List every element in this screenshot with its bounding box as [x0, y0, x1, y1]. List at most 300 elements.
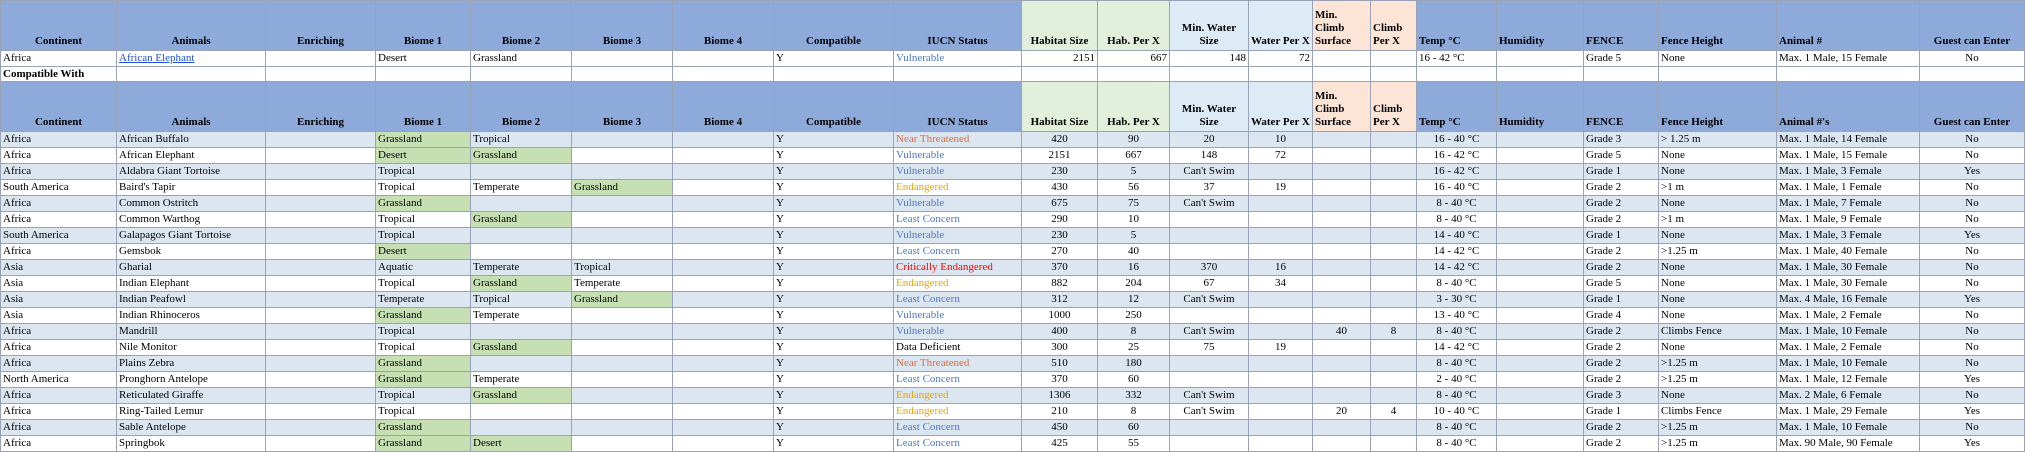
climb-per-x-cell[interactable] [1371, 228, 1417, 244]
fence-cell[interactable]: Grade 2 [1584, 196, 1659, 212]
biome1-cell[interactable]: Tropical [376, 388, 471, 404]
water-per-x-cell[interactable] [1249, 372, 1313, 388]
climb-per-x-cell[interactable] [1371, 132, 1417, 148]
biome3-cell[interactable] [572, 404, 673, 420]
continent-cell[interactable]: Asia [1, 292, 117, 308]
continent-cell[interactable]: Africa [1, 388, 117, 404]
fence-cell[interactable]: Grade 3 [1584, 132, 1659, 148]
animal-count-cell[interactable]: Max. 1 Male, 30 Female [1777, 276, 1920, 292]
fence-height-cell[interactable]: >1 m [1659, 180, 1777, 196]
hab-per-x-cell[interactable]: 60 [1098, 420, 1170, 436]
animal-cell[interactable]: Indian Peafowl [117, 292, 266, 308]
empty-cell[interactable] [376, 67, 471, 82]
temp-cell[interactable]: 13 - 40 °C [1417, 308, 1497, 324]
continent-cell[interactable]: Asia [1, 276, 117, 292]
climb-cell[interactable] [1313, 244, 1371, 260]
guest-cell[interactable]: No [1920, 244, 2025, 260]
animal-cell[interactable]: African Elephant [117, 148, 266, 164]
empty-cell[interactable] [1098, 67, 1170, 82]
humidity-cell[interactable] [1497, 340, 1584, 356]
biome2-cell[interactable] [471, 404, 572, 420]
animal-cell[interactable]: Gharial [117, 260, 266, 276]
climb-cell[interactable] [1313, 51, 1371, 67]
enriching-cell[interactable] [266, 51, 376, 67]
biome1-cell[interactable]: Desert [376, 51, 471, 67]
header-cell[interactable]: Habitat Size [1022, 82, 1098, 132]
climb-per-x-cell[interactable] [1371, 292, 1417, 308]
climb-cell[interactable] [1313, 372, 1371, 388]
continent-cell[interactable]: Africa [1, 420, 117, 436]
biome3-cell[interactable]: Tropical [572, 260, 673, 276]
continent-cell[interactable]: Africa [1, 164, 117, 180]
fence-cell[interactable]: Grade 1 [1584, 228, 1659, 244]
temp-cell[interactable]: 16 - 42 °C [1417, 51, 1497, 67]
humidity-cell[interactable] [1497, 148, 1584, 164]
biome2-cell[interactable]: Temperate [471, 260, 572, 276]
biome1-cell[interactable]: Grassland [376, 132, 471, 148]
biome2-cell[interactable]: Grassland [471, 340, 572, 356]
climb-cell[interactable] [1313, 340, 1371, 356]
compatible-cell[interactable]: Y [774, 292, 894, 308]
habitat-cell[interactable]: 420 [1022, 132, 1098, 148]
guest-cell[interactable]: Yes [1920, 436, 2025, 452]
enriching-cell[interactable] [266, 228, 376, 244]
climb-per-x-cell[interactable] [1371, 308, 1417, 324]
hab-per-x-cell[interactable]: 5 [1098, 164, 1170, 180]
biome2-cell[interactable]: Desert [471, 436, 572, 452]
status-cell[interactable] [894, 436, 1022, 452]
header-cell[interactable]: Climb Per X [1371, 1, 1417, 51]
header-cell[interactable]: Climb Per X [1371, 82, 1417, 132]
hab-per-x-cell[interactable]: 250 [1098, 308, 1170, 324]
biome1-cell[interactable]: Grassland [376, 196, 471, 212]
water-per-x-cell[interactable] [1249, 164, 1313, 180]
enriching-cell[interactable] [266, 180, 376, 196]
compatible-cell[interactable]: Y [774, 260, 894, 276]
fence-height-cell[interactable]: None [1659, 308, 1777, 324]
animal-cell[interactable]: Common Warthog [117, 212, 266, 228]
water-cell[interactable] [1170, 228, 1249, 244]
water-per-x-cell[interactable]: 72 [1249, 51, 1313, 67]
habitat-cell[interactable]: 290 [1022, 212, 1098, 228]
compatible-cell[interactable]: Y [774, 420, 894, 436]
header-cell[interactable]: Biome 1 [376, 82, 471, 132]
water-cell[interactable]: 148 [1170, 51, 1249, 67]
guest-cell[interactable]: No [1920, 132, 2025, 148]
guest-cell[interactable]: No [1920, 51, 2025, 67]
header-cell[interactable]: Enriching [266, 1, 376, 51]
continent-cell[interactable]: Africa [1, 356, 117, 372]
guest-cell[interactable]: No [1920, 260, 2025, 276]
fence-height-cell[interactable]: > 1.25 m [1659, 132, 1777, 148]
hab-per-x-cell[interactable]: 667 [1098, 148, 1170, 164]
climb-per-x-cell[interactable] [1371, 164, 1417, 180]
header-cell[interactable]: Guest can Enter [1920, 82, 2025, 132]
temp-cell[interactable]: 8 - 40 °C [1417, 388, 1497, 404]
hab-per-x-cell[interactable]: 56 [1098, 180, 1170, 196]
biome3-cell[interactable] [572, 148, 673, 164]
animal-cell[interactable]: Mandrill [117, 324, 266, 340]
biome3-cell[interactable] [572, 164, 673, 180]
biome1-cell[interactable]: Grassland [376, 372, 471, 388]
temp-cell[interactable]: 8 - 40 °C [1417, 324, 1497, 340]
biome4-cell[interactable] [673, 436, 774, 452]
animal-count-cell[interactable]: Max. 2 Male, 6 Female [1777, 388, 1920, 404]
empty-cell[interactable] [1777, 67, 1920, 82]
habitat-cell[interactable]: 312 [1022, 292, 1098, 308]
biome2-cell[interactable] [471, 196, 572, 212]
climb-per-x-cell[interactable] [1371, 356, 1417, 372]
biome3-cell[interactable]: Temperate [572, 276, 673, 292]
enriching-cell[interactable] [266, 292, 376, 308]
enriching-cell[interactable] [266, 244, 376, 260]
compatible-cell[interactable]: Y [774, 132, 894, 148]
animal-count-cell[interactable]: Max. 1 Male, 2 Female [1777, 308, 1920, 324]
compatible-cell[interactable]: Y [774, 372, 894, 388]
continent-cell[interactable]: Africa [1, 132, 117, 148]
header-cell[interactable]: Animal # [1777, 1, 1920, 51]
biome4-cell[interactable] [673, 276, 774, 292]
fence-cell[interactable]: Grade 5 [1584, 276, 1659, 292]
fence-height-cell[interactable]: >1.25 m [1659, 372, 1777, 388]
biome1-cell[interactable]: Aquatic [376, 260, 471, 276]
climb-per-x-cell[interactable] [1371, 212, 1417, 228]
animal-cell[interactable]: Aldabra Giant Tortoise [117, 164, 266, 180]
animal-hyperlink[interactable]: African Elephant [119, 52, 195, 64]
hab-per-x-cell[interactable]: 55 [1098, 436, 1170, 452]
climb-per-x-cell[interactable] [1371, 244, 1417, 260]
fence-cell[interactable]: Grade 2 [1584, 180, 1659, 196]
hab-per-x-cell[interactable]: 8 [1098, 324, 1170, 340]
water-cell[interactable] [1170, 244, 1249, 260]
guest-cell[interactable]: No [1920, 180, 2025, 196]
continent-cell[interactable]: Africa [1, 244, 117, 260]
animal-cell[interactable]: Reticulated Giraffe [117, 388, 266, 404]
biome1-cell[interactable]: Tropical [376, 324, 471, 340]
header-cell[interactable]: IUCN Status [894, 1, 1022, 51]
compatible-cell[interactable]: Y [774, 164, 894, 180]
header-cell[interactable]: Animals [117, 82, 266, 132]
temp-cell[interactable]: 14 - 40 °C [1417, 228, 1497, 244]
continent-cell[interactable]: Africa [1, 196, 117, 212]
fence-cell[interactable]: Grade 2 [1584, 324, 1659, 340]
water-per-x-cell[interactable]: 19 [1249, 340, 1313, 356]
water-per-x-cell[interactable] [1249, 356, 1313, 372]
fence-height-cell[interactable]: None [1659, 340, 1777, 356]
status-cell[interactable] [894, 196, 1022, 212]
biome2-cell[interactable]: Grassland [471, 276, 572, 292]
biome1-cell[interactable]: Desert [376, 148, 471, 164]
water-cell[interactable] [1170, 308, 1249, 324]
animal-cell[interactable]: Common Ostritch [117, 196, 266, 212]
empty-cell[interactable] [774, 67, 894, 82]
hab-per-x-cell[interactable]: 16 [1098, 260, 1170, 276]
animal-count-cell[interactable]: Max. 1 Male, 10 Female [1777, 420, 1920, 436]
fence-height-cell[interactable]: Climbs Fence [1659, 324, 1777, 340]
animal-count-cell[interactable]: Max. 1 Male, 2 Female [1777, 340, 1920, 356]
temp-cell[interactable]: 16 - 42 °C [1417, 164, 1497, 180]
guest-cell[interactable]: Yes [1920, 228, 2025, 244]
enriching-cell[interactable] [266, 260, 376, 276]
climb-per-x-cell[interactable] [1371, 436, 1417, 452]
biome3-cell[interactable] [572, 51, 673, 67]
biome4-cell[interactable] [673, 420, 774, 436]
biome3-cell[interactable] [572, 324, 673, 340]
habitat-cell[interactable]: 1306 [1022, 388, 1098, 404]
fence-cell[interactable]: Grade 2 [1584, 260, 1659, 276]
animal-cell[interactable]: Sable Antelope [117, 420, 266, 436]
humidity-cell[interactable] [1497, 324, 1584, 340]
fence-cell[interactable]: Grade 1 [1584, 164, 1659, 180]
empty-cell[interactable] [1417, 67, 1497, 82]
compatible-cell[interactable]: Y [774, 340, 894, 356]
compatible-with-fill[interactable] [117, 67, 266, 82]
header-cell[interactable]: Fence Height [1659, 82, 1777, 132]
fence-cell[interactable]: Grade 2 [1584, 212, 1659, 228]
header-cell[interactable]: Humidity [1497, 1, 1584, 51]
fence-height-cell[interactable]: None [1659, 196, 1777, 212]
biome3-cell[interactable]: Grassland [572, 292, 673, 308]
animal-cell[interactable]: Indian Rhinoceros [117, 308, 266, 324]
water-per-x-cell[interactable] [1249, 388, 1313, 404]
water-per-x-cell[interactable] [1249, 292, 1313, 308]
biome4-cell[interactable] [673, 148, 774, 164]
hab-per-x-cell[interactable]: 40 [1098, 244, 1170, 260]
continent-cell[interactable]: Africa [1, 324, 117, 340]
fence-cell[interactable]: Grade 5 [1584, 51, 1659, 67]
continent-cell[interactable]: Africa [1, 404, 117, 420]
water-cell[interactable]: Can't Swim [1170, 196, 1249, 212]
status-cell[interactable] [894, 132, 1022, 148]
biome4-cell[interactable] [673, 340, 774, 356]
biome3-cell[interactable] [572, 420, 673, 436]
compatible-cell[interactable]: Y [774, 324, 894, 340]
compatible-cell[interactable]: Y [774, 180, 894, 196]
continent-cell[interactable]: Africa [1, 148, 117, 164]
animal-count-cell[interactable]: Max. 1 Male, 3 Female [1777, 228, 1920, 244]
water-cell[interactable] [1170, 420, 1249, 436]
climb-cell[interactable] [1313, 132, 1371, 148]
header-cell[interactable]: Min. Water Size [1170, 1, 1249, 51]
biome2-cell[interactable] [471, 228, 572, 244]
guest-cell[interactable]: No [1920, 356, 2025, 372]
guest-cell[interactable]: Yes [1920, 372, 2025, 388]
status-cell[interactable] [894, 164, 1022, 180]
biome1-cell[interactable]: Tropical [376, 228, 471, 244]
climb-per-x-cell[interactable] [1371, 196, 1417, 212]
status-cell[interactable] [894, 324, 1022, 340]
hab-per-x-cell[interactable]: 25 [1098, 340, 1170, 356]
header-cell[interactable]: Biome 1 [376, 1, 471, 51]
water-cell[interactable]: 37 [1170, 180, 1249, 196]
biome4-cell[interactable] [673, 164, 774, 180]
climb-per-x-cell[interactable] [1371, 340, 1417, 356]
climb-cell[interactable] [1313, 196, 1371, 212]
header-cell[interactable]: Min. Water Size [1170, 82, 1249, 132]
compatible-with-label[interactable]: Compatible With [1, 67, 117, 82]
header-cell[interactable]: FENCE [1584, 82, 1659, 132]
enriching-cell[interactable] [266, 324, 376, 340]
water-cell[interactable]: 20 [1170, 132, 1249, 148]
hab-per-x-cell[interactable]: 204 [1098, 276, 1170, 292]
water-cell[interactable]: Can't Swim [1170, 164, 1249, 180]
climb-cell[interactable] [1313, 292, 1371, 308]
hab-per-x-cell[interactable]: 180 [1098, 356, 1170, 372]
temp-cell[interactable]: 2 - 40 °C [1417, 372, 1497, 388]
humidity-cell[interactable] [1497, 212, 1584, 228]
animal-count-cell[interactable]: Max. 90 Male, 90 Female [1777, 436, 1920, 452]
humidity-cell[interactable] [1497, 132, 1584, 148]
continent-cell[interactable]: Africa [1, 51, 117, 67]
water-cell[interactable]: 370 [1170, 260, 1249, 276]
climb-per-x-cell[interactable] [1371, 420, 1417, 436]
fence-height-cell[interactable]: >1.25 m [1659, 436, 1777, 452]
guest-cell[interactable]: No [1920, 276, 2025, 292]
humidity-cell[interactable] [1497, 420, 1584, 436]
fence-height-cell[interactable]: >1 m [1659, 212, 1777, 228]
compatible-cell[interactable]: Y [774, 212, 894, 228]
guest-cell[interactable]: No [1920, 388, 2025, 404]
water-per-x-cell[interactable]: 34 [1249, 276, 1313, 292]
hab-per-x-cell[interactable]: 5 [1098, 228, 1170, 244]
temp-cell[interactable]: 8 - 40 °C [1417, 212, 1497, 228]
status-cell[interactable] [894, 228, 1022, 244]
guest-cell[interactable]: No [1920, 324, 2025, 340]
biome1-cell[interactable]: Tropical [376, 404, 471, 420]
biome4-cell[interactable] [673, 228, 774, 244]
water-cell[interactable]: 75 [1170, 340, 1249, 356]
fence-height-cell[interactable]: None [1659, 292, 1777, 308]
animal-cell[interactable]: Plains Zebra [117, 356, 266, 372]
status-cell[interactable] [894, 356, 1022, 372]
continent-cell[interactable]: Africa [1, 212, 117, 228]
continent-cell[interactable]: South America [1, 180, 117, 196]
hab-per-x-cell[interactable]: 332 [1098, 388, 1170, 404]
water-per-x-cell[interactable]: 10 [1249, 132, 1313, 148]
climb-cell[interactable] [1313, 164, 1371, 180]
fence-height-cell[interactable]: None [1659, 228, 1777, 244]
animal-count-cell[interactable]: Max. 1 Male, 10 Female [1777, 324, 1920, 340]
habitat-cell[interactable]: 425 [1022, 436, 1098, 452]
water-cell[interactable] [1170, 212, 1249, 228]
animal-cell[interactable]: Baird's Tapir [117, 180, 266, 196]
enriching-cell[interactable] [266, 388, 376, 404]
biome4-cell[interactable] [673, 372, 774, 388]
header-cell[interactable]: Biome 3 [572, 82, 673, 132]
animal-count-cell[interactable]: Max. 1 Male, 1 Female [1777, 180, 1920, 196]
compatible-cell[interactable]: Y [774, 404, 894, 420]
header-cell[interactable]: Biome 4 [673, 1, 774, 51]
compatible-cell[interactable]: Y [774, 388, 894, 404]
climb-cell[interactable] [1313, 436, 1371, 452]
water-cell[interactable]: Can't Swim [1170, 324, 1249, 340]
fence-height-cell[interactable]: >1.25 m [1659, 356, 1777, 372]
compatible-cell[interactable]: Y [774, 244, 894, 260]
climb-per-x-cell[interactable] [1371, 148, 1417, 164]
habitat-cell[interactable]: 510 [1022, 356, 1098, 372]
status-cell[interactable] [894, 292, 1022, 308]
empty-cell[interactable] [1371, 67, 1417, 82]
header-cell[interactable]: Biome 2 [471, 1, 572, 51]
biome4-cell[interactable] [673, 132, 774, 148]
enriching-cell[interactable] [266, 276, 376, 292]
header-cell[interactable]: Continent [1, 82, 117, 132]
climb-per-x-cell[interactable] [1371, 180, 1417, 196]
header-cell[interactable]: Temp °C [1417, 82, 1497, 132]
header-cell[interactable]: Continent [1, 1, 117, 51]
water-cell[interactable] [1170, 436, 1249, 452]
enriching-cell[interactable] [266, 132, 376, 148]
status-cell[interactable] [894, 51, 1022, 67]
fence-height-cell[interactable]: None [1659, 164, 1777, 180]
biome4-cell[interactable] [673, 388, 774, 404]
biome3-cell[interactable] [572, 132, 673, 148]
fence-cell[interactable]: Grade 2 [1584, 244, 1659, 260]
enriching-cell[interactable] [266, 148, 376, 164]
biome2-cell[interactable] [471, 244, 572, 260]
habitat-cell[interactable]: 230 [1022, 164, 1098, 180]
humidity-cell[interactable] [1497, 180, 1584, 196]
enriching-cell[interactable] [266, 340, 376, 356]
empty-cell[interactable] [1170, 67, 1249, 82]
compatible-cell[interactable]: Y [774, 196, 894, 212]
continent-cell[interactable]: Africa [1, 436, 117, 452]
biome3-cell[interactable] [572, 388, 673, 404]
empty-cell[interactable] [1659, 67, 1777, 82]
water-cell[interactable] [1170, 372, 1249, 388]
hab-per-x-cell[interactable]: 8 [1098, 404, 1170, 420]
habitat-cell[interactable]: 400 [1022, 324, 1098, 340]
water-cell[interactable] [1170, 356, 1249, 372]
temp-cell[interactable]: 14 - 42 °C [1417, 260, 1497, 276]
fence-cell[interactable]: Grade 2 [1584, 436, 1659, 452]
water-cell[interactable]: Can't Swim [1170, 292, 1249, 308]
enriching-cell[interactable] [266, 372, 376, 388]
status-cell[interactable] [894, 388, 1022, 404]
fence-cell[interactable]: Grade 1 [1584, 292, 1659, 308]
biome2-cell[interactable]: Tropical [471, 132, 572, 148]
biome3-cell[interactable] [572, 436, 673, 452]
climb-cell[interactable] [1313, 388, 1371, 404]
header-cell[interactable]: Biome 3 [572, 1, 673, 51]
biome2-cell[interactable]: Grassland [471, 212, 572, 228]
temp-cell[interactable]: 16 - 40 °C [1417, 132, 1497, 148]
biome1-cell[interactable]: Grassland [376, 356, 471, 372]
fence-height-cell[interactable]: None [1659, 260, 1777, 276]
header-cell[interactable]: Biome 4 [673, 82, 774, 132]
temp-cell[interactable]: 16 - 40 °C [1417, 180, 1497, 196]
biome1-cell[interactable]: Tropical [376, 340, 471, 356]
climb-per-x-cell[interactable] [1371, 388, 1417, 404]
humidity-cell[interactable] [1497, 308, 1584, 324]
climb-per-x-cell[interactable] [1371, 372, 1417, 388]
biome2-cell[interactable]: Temperate [471, 180, 572, 196]
water-cell[interactable]: Can't Swim [1170, 388, 1249, 404]
climb-cell[interactable]: 40 [1313, 324, 1371, 340]
habitat-cell[interactable]: 675 [1022, 196, 1098, 212]
guest-cell[interactable]: Yes [1920, 292, 2025, 308]
biome2-cell[interactable]: Temperate [471, 308, 572, 324]
enriching-cell[interactable] [266, 356, 376, 372]
status-cell[interactable] [894, 404, 1022, 420]
temp-cell[interactable]: 14 - 42 °C [1417, 340, 1497, 356]
fence-height-cell[interactable]: >1.25 m [1659, 244, 1777, 260]
climb-per-x-cell[interactable]: 4 [1371, 404, 1417, 420]
habitat-cell[interactable]: 430 [1022, 180, 1098, 196]
temp-cell[interactable]: 8 - 40 °C [1417, 356, 1497, 372]
biome3-cell[interactable] [572, 356, 673, 372]
empty-cell[interactable] [266, 67, 376, 82]
